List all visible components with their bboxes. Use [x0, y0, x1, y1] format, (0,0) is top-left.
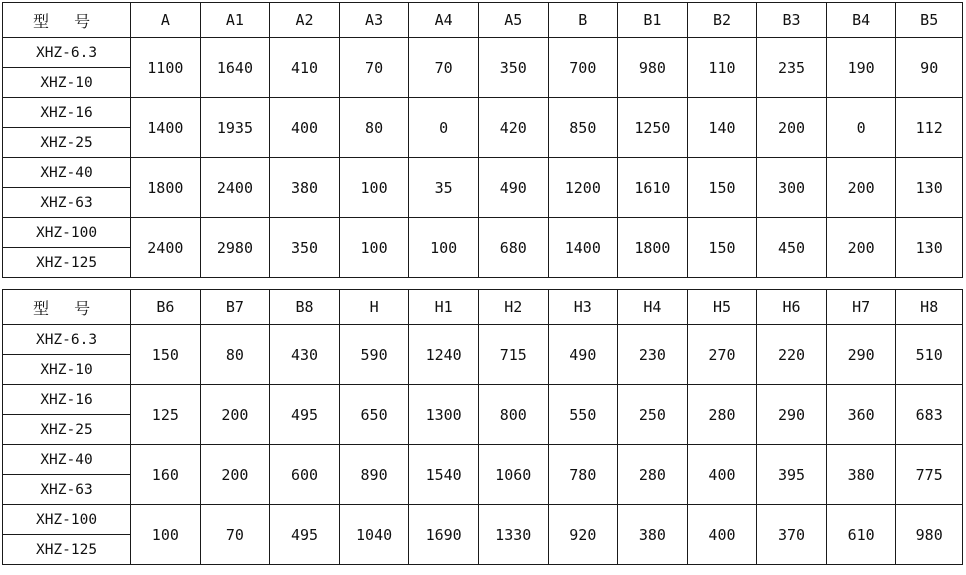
dimension-value-cell: 220: [757, 325, 827, 385]
dimension-value-cell: 890: [339, 445, 409, 505]
dimension-value-cell: 100: [131, 505, 201, 565]
dimension-value-cell: 150: [687, 218, 757, 278]
dimension-value-cell: 550: [548, 385, 618, 445]
dimension-value-cell: 70: [200, 505, 270, 565]
column-header: H8: [896, 290, 963, 325]
dimension-value-cell: 360: [826, 385, 896, 445]
dimension-value-cell: 1400: [131, 98, 201, 158]
dimension-value-cell: 200: [200, 385, 270, 445]
table-row: [3, 98, 963, 128]
table-row: [3, 505, 963, 535]
header-row: [3, 3, 963, 38]
dimension-value-cell: 1690: [409, 505, 479, 565]
dimension-value-cell: 380: [270, 158, 340, 218]
dimension-value-cell: 420: [478, 98, 548, 158]
dimension-value-cell: 800: [478, 385, 548, 445]
dimension-value-cell: 395: [757, 445, 827, 505]
dimension-value-cell: 1100: [131, 38, 201, 98]
column-header: H7: [826, 290, 896, 325]
dimension-value-cell: 700: [548, 38, 618, 98]
dimension-value-cell: 130: [896, 218, 963, 278]
dimension-value-cell: 1060: [478, 445, 548, 505]
model-name-cell: XHZ-40: [3, 445, 131, 475]
dimension-value-cell: 1300: [409, 385, 479, 445]
column-header: A4: [409, 3, 479, 38]
dimension-value-cell: 190: [826, 38, 896, 98]
model-name-cell: XHZ-125: [3, 535, 131, 565]
dimension-value-cell: 150: [131, 325, 201, 385]
column-header: B1: [618, 3, 688, 38]
dimension-value-cell: 1240: [409, 325, 479, 385]
dimension-value-cell: 650: [339, 385, 409, 445]
dimension-value-cell: 250: [618, 385, 688, 445]
dimension-value-cell: 1400: [548, 218, 618, 278]
dimension-value-cell: 2400: [200, 158, 270, 218]
model-name-cell: XHZ-40: [3, 158, 131, 188]
model-name-cell: XHZ-25: [3, 415, 131, 445]
dimension-value-cell: 100: [339, 218, 409, 278]
dimension-value-cell: 200: [826, 218, 896, 278]
dimension-value-cell: 1935: [200, 98, 270, 158]
column-header: B4: [826, 3, 896, 38]
model-name-cell: XHZ-100: [3, 218, 131, 248]
dimension-value-cell: 2400: [131, 218, 201, 278]
dimension-value-cell: 290: [826, 325, 896, 385]
dimension-value-cell: 1640: [200, 38, 270, 98]
table-row: [3, 218, 963, 248]
table-row: [3, 325, 963, 355]
dimension-value-cell: 715: [478, 325, 548, 385]
dimension-value-cell: 850: [548, 98, 618, 158]
dimension-value-cell: 1250: [618, 98, 688, 158]
column-header: H3: [548, 290, 618, 325]
dimension-value-cell: 300: [757, 158, 827, 218]
model-name-cell: XHZ-100: [3, 505, 131, 535]
dimension-value-cell: 150: [687, 158, 757, 218]
dimension-value-cell: 0: [409, 98, 479, 158]
column-header: A: [131, 3, 201, 38]
column-header: B5: [896, 3, 963, 38]
dimension-value-cell: 100: [339, 158, 409, 218]
dimension-value-cell: 1200: [548, 158, 618, 218]
dimension-value-cell: 600: [270, 445, 340, 505]
dimension-value-cell: 350: [478, 38, 548, 98]
dimension-value-cell: 112: [896, 98, 963, 158]
model-name-cell: XHZ-63: [3, 475, 131, 505]
column-header: H1: [409, 290, 479, 325]
dimension-value-cell: 495: [270, 505, 340, 565]
dimension-table-a-b5: [2, 2, 963, 278]
dimension-value-cell: 1610: [618, 158, 688, 218]
column-header: A1: [200, 3, 270, 38]
dimension-value-cell: 490: [548, 325, 618, 385]
dimension-value-cell: 1800: [618, 218, 688, 278]
dimension-value-cell: 270: [687, 325, 757, 385]
dimension-value-cell: 70: [339, 38, 409, 98]
dimension-value-cell: 70: [409, 38, 479, 98]
dimension-value-cell: 1540: [409, 445, 479, 505]
dimension-value-cell: 430: [270, 325, 340, 385]
dimension-value-cell: 400: [270, 98, 340, 158]
model-name-cell: XHZ-63: [3, 188, 131, 218]
dimension-value-cell: 2980: [200, 218, 270, 278]
dimension-value-cell: 1330: [478, 505, 548, 565]
dimension-value-cell: 200: [757, 98, 827, 158]
model-name-cell: XHZ-10: [3, 68, 131, 98]
column-header: B: [548, 3, 618, 38]
dimension-value-cell: 590: [339, 325, 409, 385]
dimension-value-cell: 775: [896, 445, 963, 505]
dimension-value-cell: 380: [826, 445, 896, 505]
model-name-cell: XHZ-10: [3, 355, 131, 385]
dimension-value-cell: 110: [687, 38, 757, 98]
table-row: [3, 445, 963, 475]
dimension-value-cell: 410: [270, 38, 340, 98]
dimension-value-cell: 140: [687, 98, 757, 158]
column-header: A3: [339, 3, 409, 38]
dimension-table-b6-h8: [2, 289, 963, 565]
dimension-value-cell: 683: [896, 385, 963, 445]
model-name-cell: XHZ-16: [3, 385, 131, 415]
dimension-value-cell: 35: [409, 158, 479, 218]
dimension-value-cell: 280: [618, 445, 688, 505]
column-header: B7: [200, 290, 270, 325]
dimension-value-cell: 200: [200, 445, 270, 505]
column-header: H: [339, 290, 409, 325]
column-header: B6: [131, 290, 201, 325]
table-row: [3, 38, 963, 68]
table-row: [3, 158, 963, 188]
column-header: B2: [687, 3, 757, 38]
dimension-value-cell: 370: [757, 505, 827, 565]
dimension-value-cell: 130: [896, 158, 963, 218]
dimension-value-cell: 280: [687, 385, 757, 445]
dimension-value-cell: 1040: [339, 505, 409, 565]
column-header: H6: [757, 290, 827, 325]
model-name-cell: XHZ-6.3: [3, 38, 131, 68]
dimension-value-cell: 510: [896, 325, 963, 385]
dimension-value-cell: 200: [826, 158, 896, 218]
dimension-value-cell: 235: [757, 38, 827, 98]
dimension-value-cell: 980: [618, 38, 688, 98]
dimension-value-cell: 90: [896, 38, 963, 98]
model-name-cell: XHZ-25: [3, 128, 131, 158]
dimension-value-cell: 400: [687, 445, 757, 505]
dimension-value-cell: 680: [478, 218, 548, 278]
dimension-value-cell: 380: [618, 505, 688, 565]
column-header: H4: [618, 290, 688, 325]
dimension-value-cell: 350: [270, 218, 340, 278]
dimension-value-cell: 495: [270, 385, 340, 445]
dimension-value-cell: 980: [896, 505, 963, 565]
column-header: A2: [270, 3, 340, 38]
dimension-value-cell: 230: [618, 325, 688, 385]
dimension-value-cell: 0: [826, 98, 896, 158]
column-header: H2: [478, 290, 548, 325]
dimension-value-cell: 290: [757, 385, 827, 445]
dimension-value-cell: 100: [409, 218, 479, 278]
model-name-cell: XHZ-125: [3, 248, 131, 278]
dimension-value-cell: 125: [131, 385, 201, 445]
dimension-value-cell: 610: [826, 505, 896, 565]
model-column-header: 型 号: [3, 3, 131, 38]
column-header: H5: [687, 290, 757, 325]
header-row: [3, 290, 963, 325]
dimension-value-cell: 920: [548, 505, 618, 565]
table-row: [3, 385, 963, 415]
dimension-value-cell: 400: [687, 505, 757, 565]
model-name-cell: XHZ-16: [3, 98, 131, 128]
column-header: A5: [478, 3, 548, 38]
dimension-value-cell: 1800: [131, 158, 201, 218]
dimension-value-cell: 450: [757, 218, 827, 278]
dimension-value-cell: 80: [339, 98, 409, 158]
dimension-value-cell: 80: [200, 325, 270, 385]
dimension-value-cell: 160: [131, 445, 201, 505]
dimension-value-cell: 780: [548, 445, 618, 505]
column-header: B3: [757, 3, 827, 38]
dimension-value-cell: 490: [478, 158, 548, 218]
column-header: B8: [270, 290, 340, 325]
model-name-cell: XHZ-6.3: [3, 325, 131, 355]
model-column-header: 型 号: [3, 290, 131, 325]
